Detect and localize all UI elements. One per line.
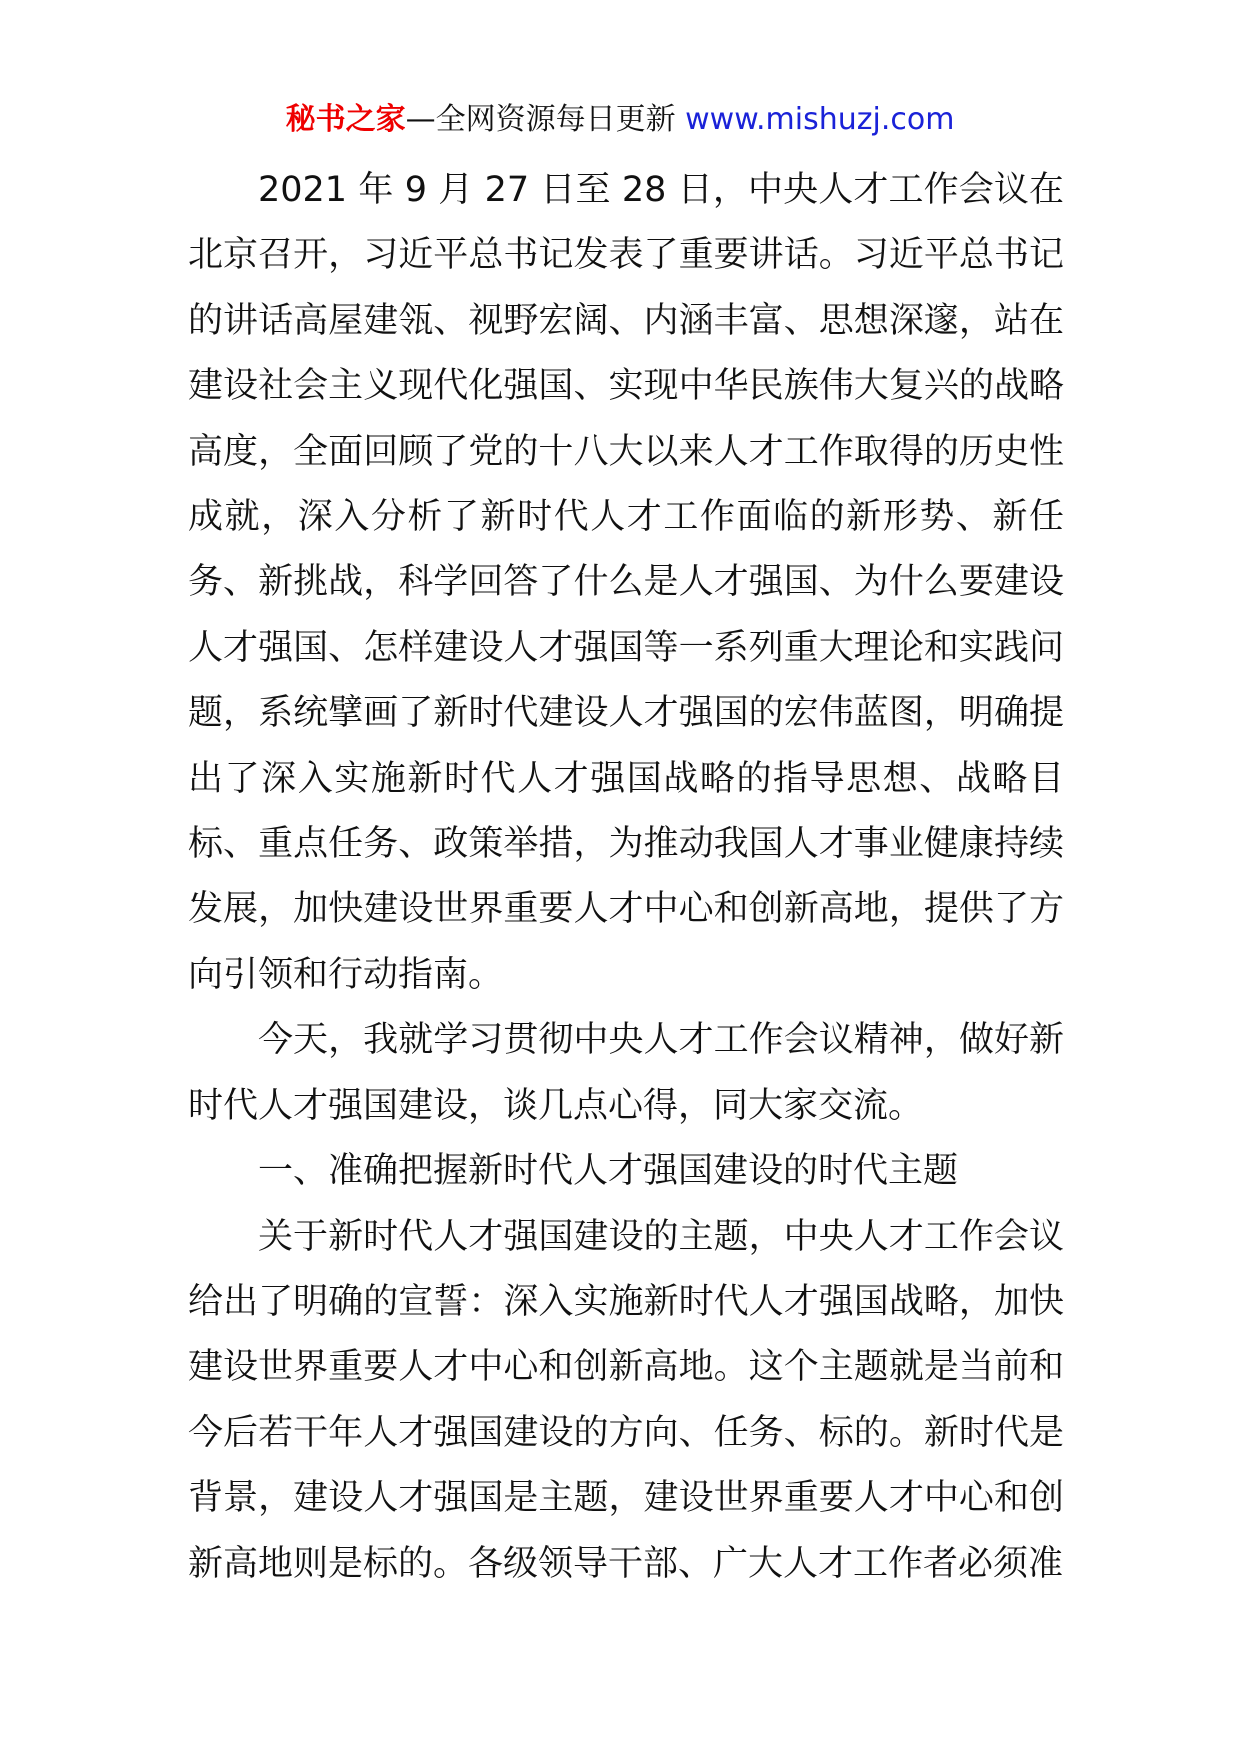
- paragraph-purpose: 今天，我就学习贯彻中央人才工作会议精神，做好新时代人才强国建设，谈几点心得，同大家交流。: [188, 1020, 1064, 1126]
- brand-name: 秘书之家: [285, 102, 406, 137]
- section-heading-1: 一、准确把握新时代人才强国建设的时代主题: [258, 1151, 959, 1192]
- paragraph-intro: 2021 年 9 月 27 日至 28 日，中央人才工作会议在北京召开，习近平总书记发表了重要讲话。习近平总书记的讲话高屋建瓴、视野宏阔、内涵丰富、思想深邃，站在建设社会主义现代化强国、实现中华民族伟大复兴的战略高度，全面回顾了党的十八大以来人才工作取得的历史性成就，深入分析了新时代人才工作面临的新形势、新任务、新挑战，科学回答了什么是人才强国、为什么要建设人才强国、怎样建设人才强国等一系列重大理论和实践问题，系统擘画了新时代建设人才强国的宏伟蓝图，明确提出了深入实施新时代人才强国战略的指导思想、战略目标、重点任务、政策举措，为推动我国人才事业健康持续发展，加快建设世界重要人才中心和创新高地，提供了方向引领和行动指南。: [188, 170, 1064, 995]
- paragraph-theme: 关于新时代人才强国建设的主题，中央人才工作会议给出了明确的宣誓：深入实施新时代人才强国战略，加快建设世界重要人才中心和创新高地。这个主题就是当前和今后若干年人才强国建设的方向、任务、标的。新时代是背景，建设人才强国是主题，建设世界重要人才中心和创新高地则是标的。各级领导干部、广大人才工作者必须准: [188, 1216, 1064, 1584]
- header-tagline: —全网资源每日更新: [405, 102, 676, 137]
- site-url-link[interactable]: www.mishuzj.com: [685, 102, 955, 137]
- page-header: [0, 96, 1240, 144]
- document-body: [188, 158, 1064, 1597]
